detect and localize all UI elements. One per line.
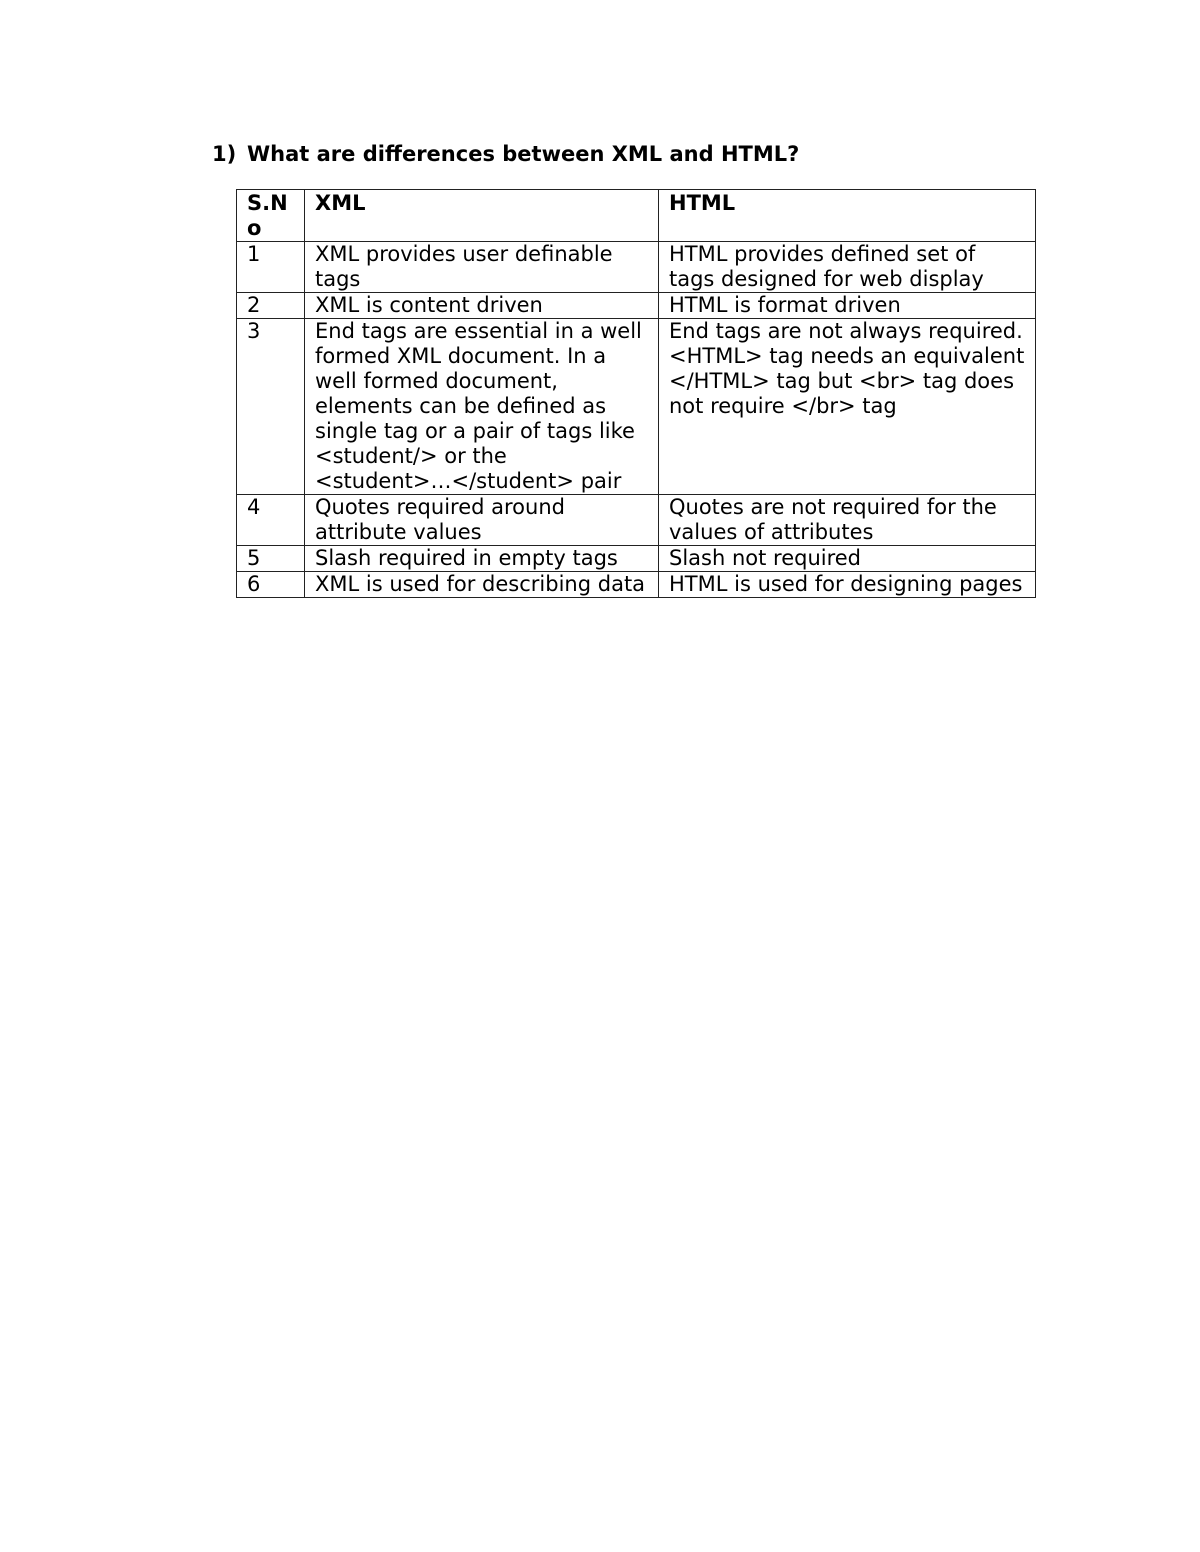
header-html: HTML <box>659 190 1036 242</box>
header-sno: S.No <box>237 190 305 242</box>
table-row <box>237 319 1036 495</box>
row-xml: XML provides user definable tags <box>305 242 659 293</box>
question-number: 1) <box>212 142 237 166</box>
table-row <box>237 495 1036 546</box>
row-html: Slash not required <box>659 546 1036 572</box>
row-sno: 5 <box>237 546 305 572</box>
table-header-row <box>237 190 1036 242</box>
table-row <box>237 293 1036 319</box>
question-heading <box>212 140 799 168</box>
row-sno: 4 <box>237 495 305 546</box>
row-sno: 6 <box>237 572 305 598</box>
row-html: End tags are not always required.<HTML> tag needs an equivalent </HTML> tag but <br> tag does not require </br> tag <box>659 319 1036 495</box>
row-sno: 2 <box>237 293 305 319</box>
question-text: What are differences between XML and HTML? <box>247 142 800 166</box>
row-xml: End tags are essential in a well formed XML document. In a well formed document, elements can be defined as single tag or a pair of tags like <student/> or the <student>…</student> pair <box>305 319 659 495</box>
table-row <box>237 572 1036 598</box>
row-html: HTML provides defined set of tags designed for web display <box>659 242 1036 293</box>
table-row <box>237 242 1036 293</box>
table-row <box>237 546 1036 572</box>
row-xml: XML is used for describing data <box>305 572 659 598</box>
comparison-table <box>236 189 1036 598</box>
row-html: Quotes are not required for the values of attributes <box>659 495 1036 546</box>
row-xml: XML is content driven <box>305 293 659 319</box>
row-xml: Quotes required around attribute values <box>305 495 659 546</box>
row-sno: 1 <box>237 242 305 293</box>
header-xml: XML <box>305 190 659 242</box>
row-html: HTML is used for designing pages <box>659 572 1036 598</box>
row-sno: 3 <box>237 319 305 495</box>
row-xml: Slash required in empty tags <box>305 546 659 572</box>
row-html: HTML is format driven <box>659 293 1036 319</box>
